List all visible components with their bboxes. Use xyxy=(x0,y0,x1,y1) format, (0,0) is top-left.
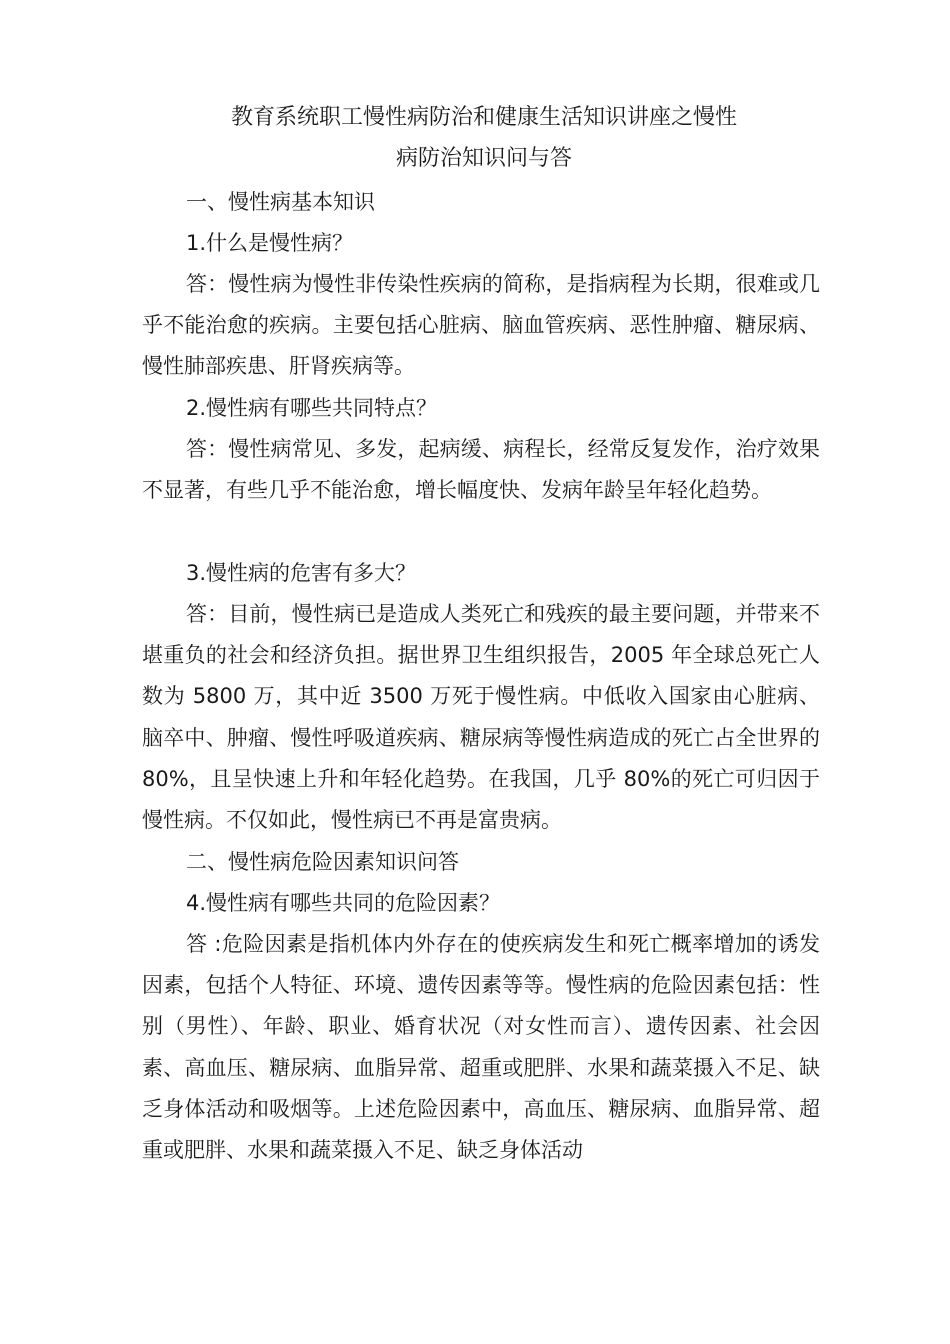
question-1: 1.什么是慢性病？ xyxy=(186,231,354,255)
answer-4: 答 :危险因素是指机体内外存在的使疾病发生和死亡概率增加的诱发因素，包括个人特征、环境、遗传因素等等。慢性病的危险因素包括：性别（男性）、年龄、职业、婚育状况（对女性而言）、遗传因素、社会因素、高血压、糖尿病、血脂异常、超重或肥胖、水果和蔬菜摄入不足、缺乏身体活动和吸烟等。上述危险因素中，高血压、糖尿病、血脂异常、超重或肥胖、水果和蔬菜摄入不足、缺乏身体活动 xyxy=(142,932,820,1163)
document-title-line-2: 病防治知识问与答 xyxy=(395,146,572,171)
answer-3: 答：目前，慢性病已是造成人类死亡和残疾的最主要问题，并带来不堪重负的社会和经济负担。据世界卫生组织报告，2005 年全球总死亡人数为 5800 万，其中近 3500 万死于慢性病。中低收入国家由心脏病、脑卒中、肿瘤、慢性呼吸道疾病、糖尿病等慢性病造成的死亡占全世界的 80%，且呈快速上升和年轻化趋势。在我国，几乎 80%的死亡可归因于慢性病。不仅如此，慢性病已不再是富贵病。 xyxy=(142,602,820,833)
question-2: 2.慢性病有哪些共同特点？ xyxy=(186,396,438,420)
question-4: 4.慢性病有哪些共同的危险因素？ xyxy=(186,891,501,915)
section-heading-2: 二、慢性病危险因素知识问答 xyxy=(186,850,459,874)
answer-2: 答：慢性病常见、多发，起病缓、病程长，经常反复发作，治疗效果不显著，有些几乎不能治愈，增长幅度快、发病年龄呈年轻化趋势。 xyxy=(142,437,820,503)
document-title-line-1: 教育系统职工慢性病防治和健康生活知识讲座之慢性 xyxy=(230,105,737,130)
section-heading-1: 一、慢性病基本知识 xyxy=(186,190,375,214)
answer-1: 答：慢性病为慢性非传染性疾病的简称，是指病程为长期，很难或几乎不能治愈的疾病。主要包括心脏病、脑血管疾病、恶性肿瘤、糖尿病、慢性肺部疾患、肝肾疾病等。 xyxy=(142,272,820,379)
question-3: 3.慢性病的危害有多大？ xyxy=(186,561,417,585)
